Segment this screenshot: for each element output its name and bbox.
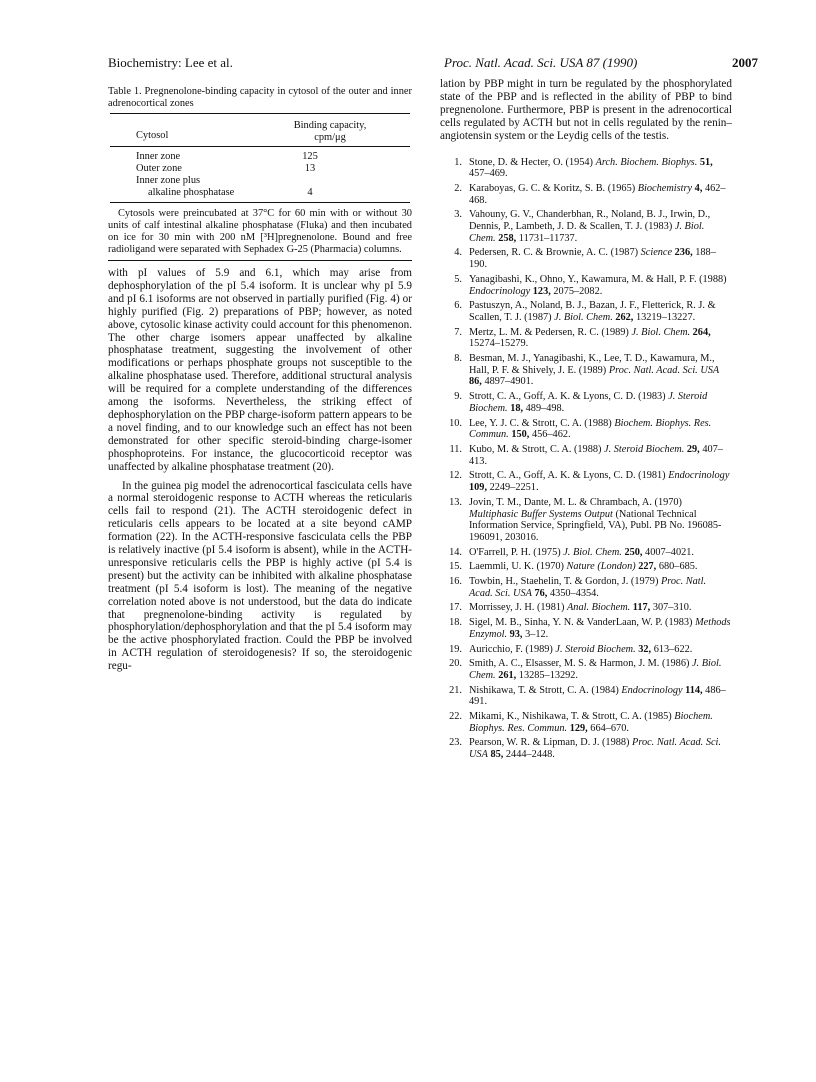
table-header-binding-line1: Binding capacity, bbox=[293, 120, 367, 131]
table-header-rule bbox=[110, 146, 410, 147]
reference-item: 17. Morrissey, J. H. (1981) Anal. Biochem. 117, 307–310. bbox=[449, 602, 692, 614]
reference-item: 3. Vahouny, G. V., Chanderbhan, R., Noland, B. J., Irwin, D., Dennis, P., Lambeth, J. D. & Scallen, T. J. (1983) J. Biol. Chem. 258, 11731–11737. bbox=[454, 209, 711, 244]
reference-item: 11. Kubo, M. & Strott, C. A. (1988) J. Steroid Biochem. 29, 407–413. bbox=[449, 444, 723, 467]
reference-list bbox=[440, 157, 732, 761]
reference-item: 6. Pastuszyn, A., Noland, B. J., Bazan, J. F., Fletterick, R. J. & Scallen, T. J. (1987) J. Biol. Chem. 262, 13219–13227. bbox=[454, 300, 716, 323]
reference-item: 23. Pearson, W. R. & Lipman, D. J. (1988) Proc. Natl. Acad. Sci. USA 85, 2444–2448. bbox=[449, 737, 721, 761]
table-header-binding bbox=[250, 120, 410, 144]
table-row bbox=[110, 163, 410, 175]
left-column bbox=[108, 80, 412, 673]
reference-item: 15. Laemmli, U. K. (1970) Nature (London) 227, 680–685. bbox=[449, 561, 698, 573]
table-1 bbox=[110, 113, 410, 203]
table-footnote: Cytosols were preincubated at 37°C for 60 min with or without 30 units of calf intestinal alkaline phosphatase (Fluka) and then incubated on ice for 30 min with 200 nM [³H]pregnenolone. Bound and free radioligand were separated with Sephadex G-25 (Pharmacia) columns. bbox=[108, 208, 412, 255]
reference-item: 5. Yanagibashi, K., Ohno, Y., Kawamura, M. & Hall, P. F. (1988) Endocrinology 123, 2075–2082. bbox=[454, 273, 727, 297]
table-row bbox=[110, 175, 410, 187]
table-header-cytosol: Cytosol bbox=[136, 130, 169, 141]
table-row-label-cont: alkaline phosphatase bbox=[148, 187, 235, 198]
table-row-label: Inner zone bbox=[136, 151, 181, 162]
reference-item: 20. Smith, A. C., Elsasser, M. S. & Harmon, J. M. (1986) J. Biol. Chem. 261, 13285–13292. bbox=[449, 658, 722, 681]
running-header-left: Biochemistry: Lee et al. bbox=[108, 55, 233, 70]
table-bottom-rule bbox=[110, 202, 410, 203]
reference-item: 14. O'Farrell, P. H. (1975) J. Biol. Chem. 250, 4007–4021. bbox=[449, 546, 694, 558]
reference-item: 8. Besman, M. J., Yanagibashi, K., Lee, T. D., Kawamura, M., Hall, P. F. & Shively, J. E. (1989) Proc. Natl. Acad. Sci. USA 86, 4897–4901. bbox=[454, 353, 720, 388]
table-row-value: 4 bbox=[307, 187, 313, 198]
reference-item: 10. Lee, Y. J. C. & Strott, C. A. (1988) Biochem. Biophys. Res. Commun. 150, 456–462. bbox=[449, 417, 712, 441]
page-number: 2007 bbox=[732, 55, 758, 70]
table-row-value: 13 bbox=[304, 163, 316, 174]
right-column bbox=[440, 78, 732, 764]
body-paragraph: with pI values of 5.9 and 6.1, which may arise from dephosphorylation of the pI 5.4 isoform. It is unclear why pI 5.9 and pI 6.1 isoforms are not observed in partially purified (Fig. 4) or highly purified (Fig. 2) preparations of PBP; however, as noted above, cytosolic kinase activity could account for this phenomenon. The other charge isomers appear unaffected by alkaline phosphatase treatment, suggesting the involvement of other modifications or perhaps phosphate groups not susceptible to the alkaline phosphatase used. Therefore, additional structural analysis will be required for a complete understanding of the differences among the isoforms. Nevertheless, the striking effect of dephosphorylation on the PBP charge-isoform pattern appears to be a novel finding, and to our knowledge such an effect has not been demonstrated for other specific steroid-binding charge-isomer phosphoproteins. For instance, the glucocorticoid receptor was unaffected by alkaline phosphatase treatment (20). bbox=[108, 267, 412, 473]
reference-item: 13. Jovin, T. M., Dante, M. L. & Chrambach, A. (1970) Multiphasic Buffer Systems Output (National Technical Information Service, Springfield, VA), Publ. PB No. 196085-196091, 203016. bbox=[449, 496, 722, 543]
reference-item: 7. Mertz, L. M. & Pedersen, R. C. (1989) J. Biol. Chem. 264, 15274–15279. bbox=[454, 326, 711, 350]
reference-item: 22. Mikami, K., Nishikawa, T. & Strott, C. A. (1985) Biochem. Biophys. Res. Commun. 129, 664–670. bbox=[449, 711, 713, 734]
reference-item: 16. Towbin, H., Staehelin, T. & Gordon, J. (1979) Proc. Natl. Acad. Sci. USA 76, 4350–4354. bbox=[449, 576, 707, 599]
reference-item: 21. Nishikawa, T. & Strott, C. A. (1984) Endocrinology 114, 486–491. bbox=[449, 684, 726, 708]
running-header-journal: Proc. Natl. Acad. Sci. USA 87 (1990) bbox=[444, 55, 638, 70]
table-header-row bbox=[110, 114, 410, 146]
table-row-label: Inner zone plus bbox=[136, 175, 201, 186]
table-row bbox=[110, 151, 410, 163]
reference-item: 19. Auricchio, F. (1989) J. Steroid Biochem. 32, 613–622. bbox=[449, 643, 693, 655]
reference-item: 2. Karaboyas, G. C. & Koritz, S. B. (1965) Biochemistry 4, 462–468. bbox=[454, 182, 726, 206]
reference-item: 18. Sigel, M. B., Sinha, Y. N. & VanderLaan, W. P. (1983) Methods Enzymol. 93, 3–12. bbox=[449, 617, 731, 640]
body-paragraph: In the guinea pig model the adrenocortical fasciculata cells have a normal steroidogenic response to ACTH whereas the reticularis cells fail to respond (21). The ACTH steroidogenic defect in reticularis cells appears to be located at a site beyond cAMP formation (22). In the ACTH-responsive fasciculata cells the PBP is relatively inactive (pI 5.4 isoform is absent), while in the ACTH-unresponsive reticularis cells the PBP is highly active (pI 5.4 is present) but the activity can be inhibited with alkaline phosphatase treatment (pI 5.4 isoform is lost). The meaning of the negative correlation noted above is not understood, but the data do indicate that pregnenolone-binding activity is regulated by phosphorylation/dephosphorylation and that the pI 5.4 isoform may be the active phosphorylated fraction. Could the PBP be involved in ACTH regulation of steroidogenesis? If so, the steroidogenic regu- bbox=[108, 479, 412, 673]
reference-item: 4. Pedersen, R. C. & Brownie, A. C. (1987) Science 236, 188–190. bbox=[454, 247, 716, 271]
table-header-binding-line2: cpm/μg bbox=[314, 132, 346, 143]
table-footnote-rule bbox=[108, 260, 412, 261]
reference-item: 9. Strott, C. A., Goff, A. K. & Lyons, C. D. (1983) J. Steroid Biochem. 18, 489–498. bbox=[454, 391, 708, 414]
table-row-value: 125 bbox=[302, 151, 318, 162]
table-row bbox=[110, 187, 410, 199]
table-caption: Table 1. Pregnenolone-binding capacity in cytosol of the outer and inner adrenocortical zones bbox=[108, 86, 412, 109]
reference-item: 12. Strott, C. A., Goff, A. K. & Lyons, C. D. (1981) Endocrinology 109, 2249–2251. bbox=[449, 470, 730, 494]
table-row-label: Outer zone bbox=[136, 163, 182, 174]
body-paragraph: lation by PBP might in turn be regulated by the phosphorylated state of the PBP and is reflected in the ability of PBP to bind pregnenolone. Furthermore, PBP is present in the adrenocortical cells regulated by ACTH but not in cells regulated by the renin–angiotensin system or the Leydig cells of the testis. bbox=[440, 78, 732, 142]
reference-item: 1. Stone, D. & Hecter, O. (1954) Arch. Biochem. Biophys. 51, 457–469. bbox=[454, 156, 713, 180]
